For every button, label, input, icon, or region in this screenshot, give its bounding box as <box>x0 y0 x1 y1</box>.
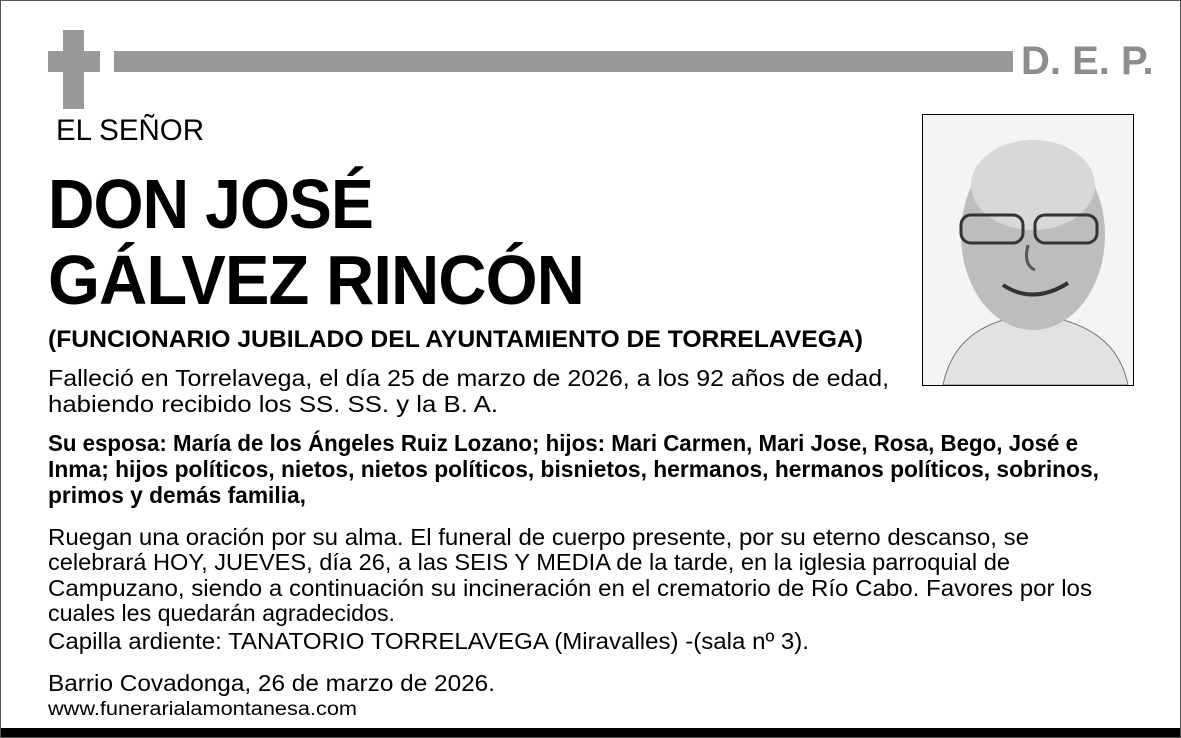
service-line: cuales les quedarán agradecidos. <box>48 600 395 626</box>
website-link[interactable]: www.funerarialamontanesa.com <box>48 699 357 720</box>
family-line: Su esposa: María de los Ángeles Ruiz Lozano; hijos: Mari Carmen, Mari Jose, Rosa, Bego, José e <box>48 430 1078 456</box>
service-line: Campuzano, siendo a continuación su incineración en el crematorio de Río Cabo. Favores por los <box>48 575 1092 601</box>
deceased-name-line-2: GÁLVEZ RINCÓN <box>48 241 584 319</box>
place-date: Barrio Covadonga, 26 de marzo de 2026. <box>48 670 496 696</box>
service-line: Capilla ardiente: TANATORIO TORRELAVEGA (Miravalles) -(sala nº 3). <box>48 628 809 654</box>
bottom-band <box>1 728 1180 737</box>
family-line: Inma; hijos políticos, nietos, nietos políticos, bisnietos, hermanos, hermanos políticos, sobrinos, <box>48 456 1099 482</box>
honorific: EL SEÑOR <box>56 114 204 147</box>
death-line: Falleció en Torrelavega, el día 25 de marzo de 2026, a los 92 años de edad, <box>48 365 889 391</box>
header-rule <box>114 51 1013 72</box>
death-line: habiendo recibido los SS. SS. y la B. A. <box>48 391 499 417</box>
family-line: primos y demás familia, <box>48 482 306 508</box>
occupation: (FUNCIONARIO JUBILADO DEL AYUNTAMIENTO DE TORRELAVEGA) <box>48 326 863 353</box>
deceased-name-line-1: DON JOSÉ <box>48 165 373 243</box>
portrait-photo <box>922 114 1134 386</box>
service-line: celebrará HOY, JUEVES, día 26, a las SEIS Y MEDIA de la tarde, en la iglesia parroquial de <box>48 549 1010 575</box>
dep-label: D. E. P. <box>1021 39 1154 83</box>
service-line: Ruegan una oración por su alma. El funeral de cuerpo presente, por su eterno descanso, se <box>48 524 1029 550</box>
cross-icon-bar <box>48 51 100 72</box>
